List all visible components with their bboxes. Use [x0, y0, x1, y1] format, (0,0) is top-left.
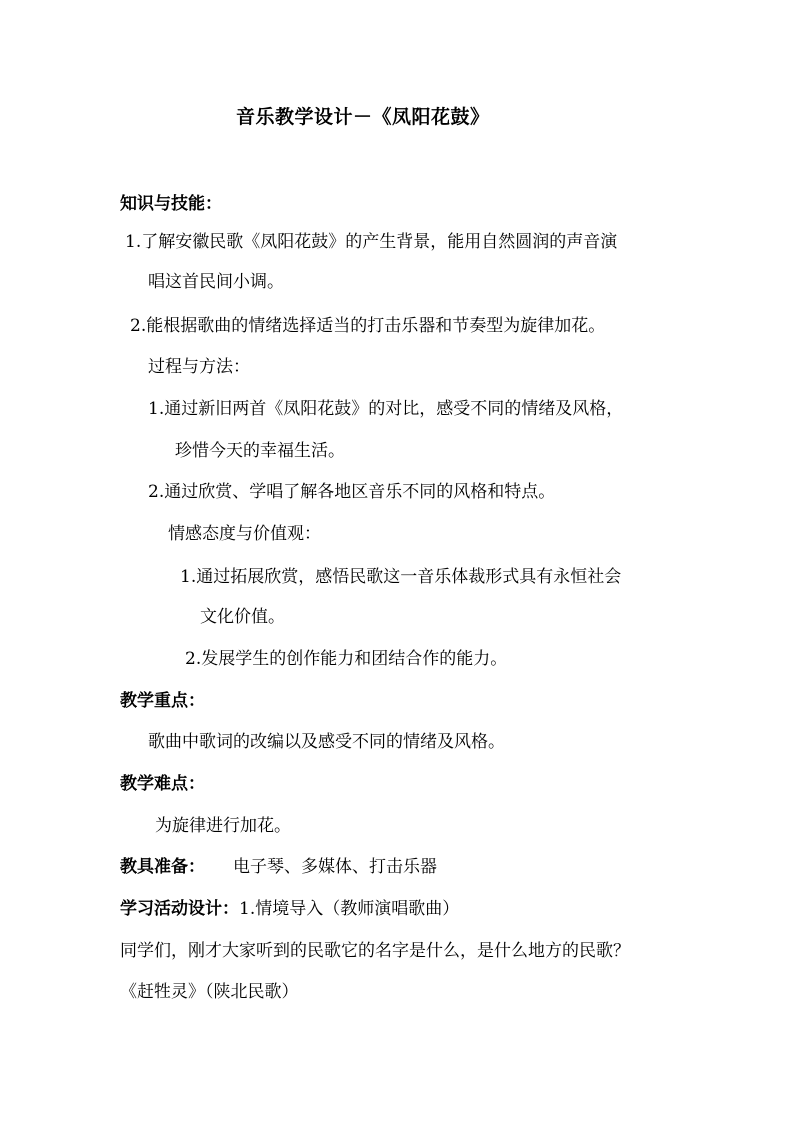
learning-activity-content: 1.情境导入（教师演唱歌曲） — [239, 899, 460, 919]
heading-knowledge-skills: 知识与技能： — [120, 194, 222, 214]
emotion-item-2: 2.发展学生的创作能力和团结合作的能力。 — [185, 649, 508, 669]
knowledge-item-1-line-1: 1.了解安徽民歌《凤阳花鼓》的产生背景，能用自然圆润的声音演 — [125, 232, 618, 252]
paragraph-question: 同学们，刚才大家听到的民歌它的名字是什么，是什么地方的民歌？ — [120, 941, 630, 961]
teaching-difficulty-content: 为旋律进行加花。 — [155, 816, 291, 836]
teaching-tools-content: 电子琴、多媒体、打击乐器 — [233, 857, 437, 877]
process-item-2: 2.通过欣赏、学唱了解各地区音乐不同的风格和特点。 — [148, 482, 556, 502]
teaching-keypoint-content: 歌曲中歌词的改编以及感受不同的情绪及风格。 — [148, 732, 505, 752]
tools-line — [120, 856, 437, 878]
heading-process-methods: 过程与方法： — [148, 357, 250, 377]
heading-learning-activity: 学习活动设计： — [120, 899, 239, 919]
heading-teaching-difficulty: 教学难点： — [120, 774, 205, 794]
emotion-item-1-line-1: 1.通过拓展欣赏，感悟民歌这一音乐体裁形式具有永恒社会 — [180, 567, 622, 587]
process-item-1-line-2: 珍惜今天的幸福生活。 — [175, 441, 345, 461]
activity-line — [120, 898, 459, 920]
heading-teaching-tools: 教具准备： — [120, 857, 205, 877]
paragraph-song: 《赶牲灵》（陕北民歌） — [120, 982, 299, 1002]
document-title: 音乐教学设计－《凤阳花鼓》 — [236, 106, 490, 128]
process-item-1-line-1: 1.通过新旧两首《凤阳花鼓》的对比，感受不同的情绪及风格， — [148, 399, 624, 419]
emotion-item-1-line-2: 文化价值。 — [200, 607, 285, 627]
heading-teaching-keypoint: 教学重点： — [120, 691, 205, 711]
heading-emotion-values: 情感态度与价值观： — [168, 524, 321, 544]
knowledge-item-2: 2.能根据歌曲的情绪选择适当的打击乐器和节奏型为旋律加花。 — [130, 316, 606, 336]
knowledge-item-1-line-2: 唱这首民间小调。 — [148, 272, 284, 292]
